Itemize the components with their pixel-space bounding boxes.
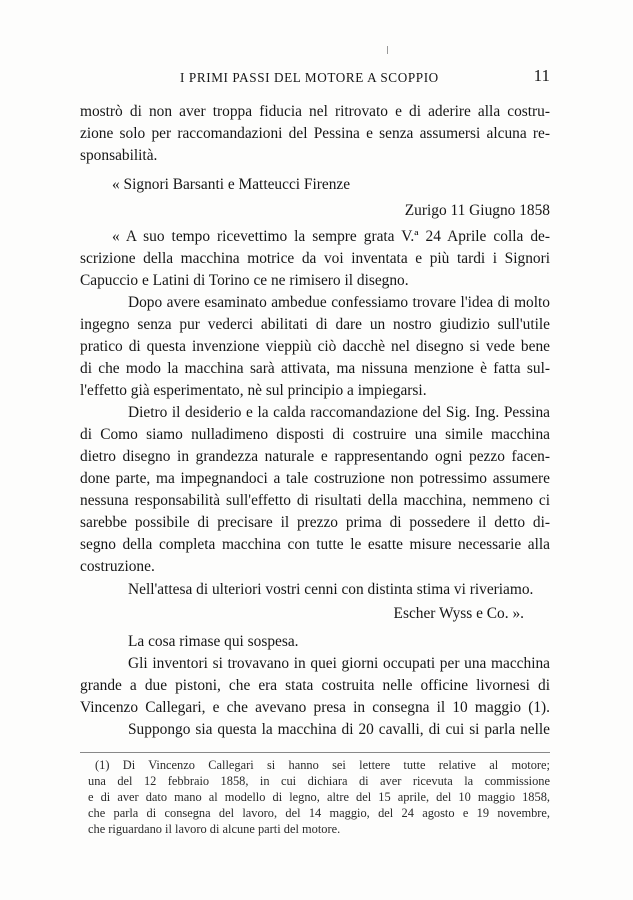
scan-mark bbox=[387, 46, 388, 54]
running-title: I PRIMI PASSI DEL MOTORE A SCOPPIO bbox=[180, 70, 439, 85]
text-line: nessuna responsabilità sull'effetto di risultati della macchina, nemmeno ci bbox=[80, 492, 550, 509]
text-line: La cosa rimase qui sospesa. bbox=[128, 633, 299, 650]
text-line: sponsabilità. bbox=[80, 147, 158, 164]
text-line: mostrò di non aver troppa fiducia nel ritrovato e di aderire alla costru- bbox=[80, 103, 550, 120]
text-line: zione solo per raccomandazioni del Pessina e senza assumersi alcuna re- bbox=[80, 125, 550, 142]
text-line: Nell'attesa di ulteriori vostri cenni con distinta stima vi riveriamo. bbox=[128, 581, 534, 598]
text-line: « A suo tempo ricevettimo la sempre grata V.ª 24 Aprile colla de- bbox=[112, 228, 550, 245]
text-line: done parte, ma impegnandoci a tale costruzione non potressimo assumere bbox=[80, 470, 550, 487]
page-header bbox=[80, 66, 550, 90]
footnote-line: una del 12 febbraio 1858, in cui dichiara di aver ricevuta la commissione bbox=[88, 774, 550, 788]
text-line: pratico di questa invenzione vieppiù ciò dacchè nel disegno si vede bene bbox=[80, 338, 550, 355]
page-number: 11 bbox=[533, 66, 550, 85]
text-line: costruzione. bbox=[80, 558, 155, 575]
text-line: Capuccio e Latini di Torino ce ne rimisero il disegno. bbox=[80, 272, 409, 289]
text-line: dietro disegno in grandezza naturale e rappresentando ogni pezzo facen- bbox=[80, 448, 550, 465]
text-line: Vincenzo Callegari, e che avevano presa in consegna il 10 maggio (1). bbox=[80, 699, 550, 716]
letter-dateline: Zurigo 11 Giugno 1858 bbox=[404, 202, 550, 219]
text-line: segno della completa macchina con tutte le esatte misure necessarie alla bbox=[80, 536, 550, 553]
text-line: grande a due pistoni, che era stata costruita nelle officine livornesi di bbox=[80, 677, 550, 694]
text-line: Suppongo sia questa la macchina di 20 cavalli, di cui si parla nelle bbox=[128, 721, 550, 738]
text-line: di che modo la macchina sarà attivata, ma nissuna menzione è fatta sul- bbox=[80, 360, 550, 377]
footnote-line: che riguardano il lavoro di alcune parti del motore. bbox=[88, 822, 341, 836]
text-line: Dopo avere esaminato ambedue confessiamo trovare l'idea di molto bbox=[128, 294, 550, 311]
text-line: Gli inventori si trovavano in quei giorni occupati per una macchina bbox=[128, 655, 550, 672]
footnote-rule bbox=[80, 752, 550, 753]
text-line: l'effetto già esperimentato, nè sul principio a impiegarsi. bbox=[80, 382, 427, 399]
text-line: sarebbe possibile di precisare il prezzo prima di possedere il detto di- bbox=[80, 514, 550, 531]
footnote-line: che parla di consegna del lavoro, del 14 maggio, del 24 agosto e 19 novembre, bbox=[88, 806, 550, 820]
footnote-line: e di aver dato mano al modello di legno, altre del 15 aprile, del 10 maggio 1858, bbox=[88, 790, 550, 804]
letter-signature: Escher Wyss e Co. ». bbox=[393, 605, 524, 622]
text-line: scrizione della macchina motrice da voi inventata e più tardi i Signori bbox=[80, 250, 550, 267]
footnote-line: (1) Di Vincenzo Callegari si hanno sei lettere tutte relative al motore; bbox=[95, 758, 550, 772]
text-line: di Como siamo nulladimeno disposti di costruire una simile macchina bbox=[80, 426, 550, 443]
letter-salutation: « Signori Barsanti e Matteucci Firenze bbox=[112, 176, 351, 193]
text-line: Dietro il desiderio e la calda raccomandazione del Sig. Ing. Pessina bbox=[128, 404, 550, 421]
text-line: ingegno senza pur vederci abilitati di dare un nostro giudizio sull'utile bbox=[80, 316, 550, 333]
